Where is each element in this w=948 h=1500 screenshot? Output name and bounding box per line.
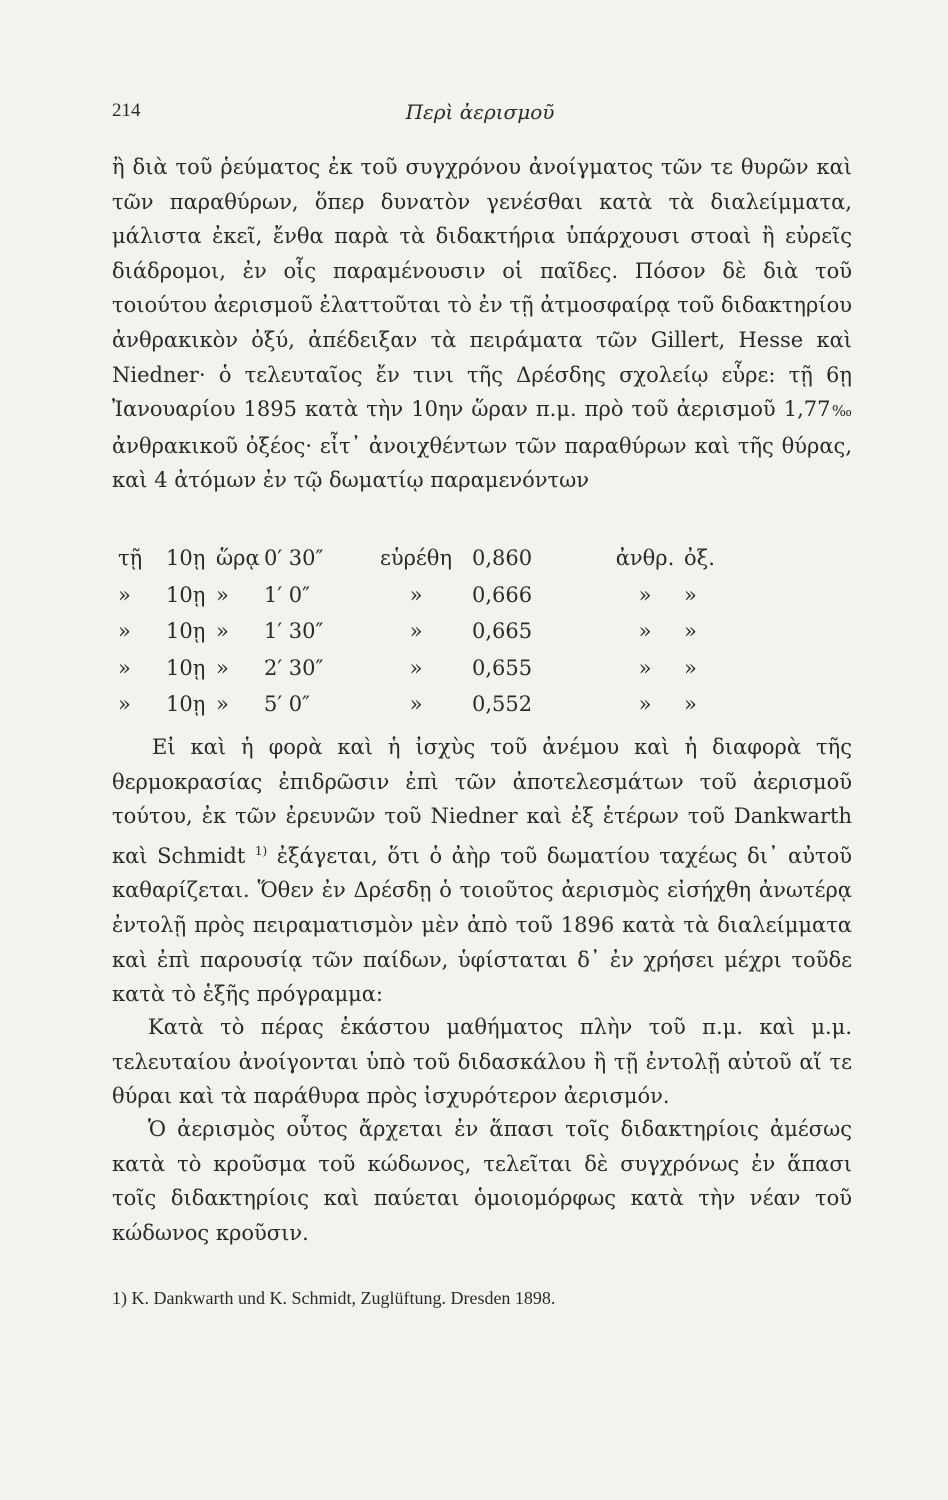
measurement-row (112, 613, 852, 650)
row-prefix: » (118, 582, 131, 607)
row-time: 2′ 30″ (264, 655, 324, 680)
row-hour: 10ῃ (166, 546, 206, 571)
row-prefix: » (118, 619, 131, 644)
row-found: εὑρέθη (379, 546, 453, 571)
paragraph-text: ἀνθρακικοῦ ὀξέος· εἶτ᾽ ἀνοιχθέντων τῶν παραθύρων καὶ τῆς θύρας, καὶ 4 ἀτόμων ἐν τῷ δωματίῳ παραμενόντων (112, 433, 852, 493)
row-hour-word: » (216, 619, 229, 644)
measurement-table (112, 540, 852, 723)
page-number: 214 (112, 100, 141, 121)
row-unit-acid: » (684, 582, 697, 607)
row-unit-carbonic: » (638, 619, 652, 644)
page-header (112, 100, 848, 130)
measurement-row (112, 540, 852, 577)
row-found: » (409, 692, 423, 717)
row-value: 0,552 (472, 692, 533, 717)
row-found: » (409, 619, 423, 644)
row-prefix: » (118, 655, 131, 680)
row-unit-carbonic: ἀνθρ. (615, 546, 675, 571)
measurement-row (112, 577, 852, 614)
row-found: » (409, 582, 423, 607)
row-time: 0′ 30″ (264, 546, 324, 571)
row-hour-word: » (216, 655, 229, 680)
measurement-row (112, 686, 852, 723)
row-unit-carbonic: » (638, 692, 652, 717)
row-hour: 10ῃ (166, 655, 206, 680)
row-value: 0,666 (472, 582, 533, 607)
footnote: 1) K. Dankwarth und K. Schmidt, Zuglüftung. Dresden 1898. (112, 1288, 556, 1308)
paragraph-program-rule: Κατὰ τὸ πέρας ἑκάστου μαθήματος πλὴν τοῦ π.μ. καὶ μ.μ. τελευταίου ἀνοίγονται ὑπὸ τοῦ διδασκάλου ἢ τῇ ἐντολῇ αὐτοῦ αἵ τε θύραι καὶ τὰ παράθυρα πρὸς ἰσχυρότερον ἀερισμόν. (112, 1015, 852, 1109)
paragraph-text: Εἰ καὶ ἡ φορὰ καὶ ἡ ἰσχὺς τοῦ ἀνέμου καὶ ἡ διαφορὰ τῆς θερμοκρασίας ἐπιδρῶσιν ἐπὶ τῶν ἀποτελεσμάτων τοῦ ἀερισμοῦ τούτου, ἐκ τῶν ἐρευνῶν τοῦ Niedner καὶ ἐξ ἑτέρων τοῦ Dankwarth καὶ Schmidt (112, 735, 852, 868)
row-unit-acid: » (684, 619, 697, 644)
row-hour-word: » (216, 582, 229, 607)
permille-sign: ‰ (830, 402, 852, 421)
row-unit-acid: » (684, 655, 697, 680)
row-value: 0,665 (472, 619, 533, 644)
paragraph-bell-rule: Ὁ ἀερισμὸς οὗτος ἄρχεται ἐν ἅπασι τοῖς διδακτηρίοις ἀμέσως κατὰ τὸ κροῦσμα τοῦ κώδωνος, τελεῖται δὲ συγχρόνως ἐν ἅπασι τοῖς διδακτηρίοις καὶ παύεται ὁμοιομόρφως κατὰ τὴν νέαν τοῦ κώδωνος κροῦσιν. (112, 1117, 852, 1245)
paragraph-text: ἐξάγεται, ὅτι ὁ ἀὴρ τοῦ δωματίου ταχέως δι᾽ αὐτοῦ καθαρίζεται. Ὅθεν ἐν Δρέσδῃ ὁ τοιοῦτος ἀερισμὸς εἰσήχθη ἀνωτέρᾳ ἐντολῇ πρὸς πειραματισμὸν μὲν ἀπὸ τοῦ 1896 κατὰ τὰ διαλείμματα καὶ ἐπὶ παρουσίᾳ τῶν παίδων, ὑφίσταται δ᾽ ἐν χρήσει μέχρι τοῦδε κατὰ τὸ ἑξῆς πρόγραμμα: (112, 843, 852, 1007)
row-time: 5′ 0″ (264, 692, 311, 717)
row-hour: 10ῃ (166, 582, 206, 607)
row-value: 0,655 (472, 655, 533, 680)
row-unit-carbonic: » (638, 582, 652, 607)
row-time: 1′ 0″ (264, 582, 311, 607)
row-found: » (409, 655, 423, 680)
row-prefix: τῇ (118, 546, 143, 571)
running-title: Περὶ ἀερισμοῦ (405, 100, 555, 124)
footnote-reference: 1) (254, 843, 268, 858)
paragraph-dresden-results (112, 730, 852, 1012)
row-hour-word: » (216, 692, 229, 717)
row-unit-acid: » (684, 692, 697, 717)
row-unit-acid: ὀξ. (684, 546, 715, 571)
row-hour-word: ὥρᾳ (216, 546, 260, 571)
row-hour: 10ῃ (166, 619, 206, 644)
paragraph-text: ἢ διὰ τοῦ ῥεύματος ἐκ τοῦ συγχρόνου ἀνοίγματος τῶν τε θυρῶν καὶ τῶν παραθύρων, ὅπερ δυνατὸν γενέσθαι κατὰ τὰ διαλείμματα, μάλιστα ἐκεῖ, ἔνθα παρὰ τὰ διδακτήρια ὑπάρχουσι στοαὶ ἢ εὐρεῖς διάδρομοι, ἐν οἷς παραμένουσιν οἱ παῖδες. Πόσον δὲ διὰ τοῦ τοιούτου ἀερισμοῦ ἐλαττοῦται τὸ ἐν τῇ ἀτμοσφαίρᾳ τοῦ διδακτηρίου ἀνθρακικὸν ὀξύ, ἀπέδειξαν τὰ πειράματα τῶν Gillert, Hesse καὶ Niedner· ὁ τελευταῖος ἔν τινι τῆς Δρέσδης σχολείῳ εὗρε: τῇ 6ῃ Ἰανουαρίου 1895 κατὰ τὴν 10ην ὥραν π.μ. πρὸ τοῦ ἀερισμοῦ 1,77 (112, 155, 852, 422)
measurement-row (112, 650, 852, 687)
row-prefix: » (118, 692, 131, 717)
row-hour: 10ῃ (166, 692, 206, 717)
row-time: 1′ 30″ (264, 619, 324, 644)
row-value: 0,860 (472, 546, 533, 571)
row-unit-carbonic: » (638, 655, 652, 680)
paragraph-ventilation-experiments (112, 150, 852, 498)
